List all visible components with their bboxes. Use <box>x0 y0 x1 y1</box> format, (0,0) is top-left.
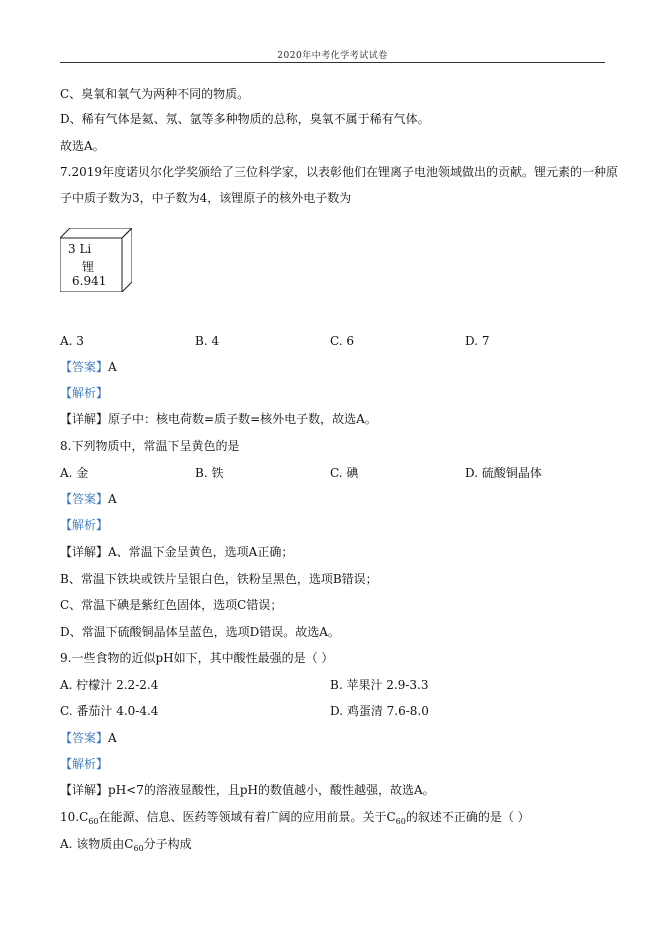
q8-analysis-tag: 【解析】 <box>60 518 109 532</box>
q6-option-d-explanation: D、稀有气体是氦、氖、氩等多种物质的总称，臭氧不属于稀有气体。 <box>60 112 430 126</box>
q9-option-d: D. 鸡蛋清 7.6-8.0 <box>330 704 429 718</box>
q10-stem-part: 的叙述不正确的是（ ） <box>405 810 530 824</box>
lithium-element-card <box>60 228 132 292</box>
element-number-symbol: 3 Li <box>68 242 92 256</box>
q6-conclusion: 故选A。 <box>60 139 105 153</box>
detail-tag: 【详解】 <box>60 412 109 426</box>
subscript: 60 <box>133 844 144 853</box>
q7-answer <box>60 360 117 374</box>
q8-detail-d: D、常温下硫酸铜晶体呈蓝色，选项D错误。故选A。 <box>60 625 340 639</box>
q8-stem: 8.下列物质中，常温下呈黄色的是 <box>60 439 240 453</box>
answer-value: A <box>108 360 117 374</box>
q9-option-a: A. 柠檬汁 2.2-2.4 <box>60 678 159 692</box>
q9-option-b: B. 苹果汁 2.9-3.3 <box>330 678 429 692</box>
detail-tag: 【详解】 <box>60 545 109 559</box>
q7-option-a: A. 3 <box>60 334 84 348</box>
element-name: 锂 <box>82 260 95 274</box>
q8-option-c: C. 碘 <box>330 466 359 480</box>
q7-stem-line1: 7.2019年度诺贝尔化学奖颁给了三位科学家，以表彰他们在锂离子电池领域做出的贡献。锂元素的一种原 <box>60 165 618 179</box>
q10-stem <box>60 810 530 826</box>
q10-stem-part: 在能源、信息、医药等领域有着广阔的应用前景。关于C <box>98 810 396 824</box>
q8-detail-c: C、常温下碘是紫红色固体，选项C错误； <box>60 598 283 612</box>
q8-detail-b: B、常温下铁块或铁片呈银白色，铁粉呈黑色，选项B错误； <box>60 572 378 586</box>
q8-answer <box>60 492 117 506</box>
q10-stem-part: 10.C <box>60 810 89 824</box>
q8-option-b: B. 铁 <box>195 466 224 480</box>
q7-analysis-tag: 【解析】 <box>60 386 109 400</box>
detail-text: 原子中：核电荷数=质子数=核外电子数，故选A。 <box>108 412 377 426</box>
answer-tag: 【答案】 <box>60 360 109 374</box>
answer-tag: 【答案】 <box>60 492 109 506</box>
answer-value: A <box>108 731 117 745</box>
q7-stem-line2: 子中质子数为3，中子数为4，该锂原子的核外电子数为 <box>60 191 352 205</box>
q9-detail <box>60 783 435 797</box>
q8-option-a: A. 金 <box>60 466 89 480</box>
element-mass: 6.941 <box>72 274 107 288</box>
q8-option-d: D. 硫酸铜晶体 <box>465 466 542 480</box>
header-title: 2020年中考化学考试试卷 <box>277 51 388 61</box>
q7-detail <box>60 412 377 426</box>
q7-option-b: B. 4 <box>195 334 220 348</box>
q6-option-c-explanation: C、臭氧和氧气为两种不同的物质。 <box>60 87 250 101</box>
answer-value: A <box>108 492 117 506</box>
subscript: 60 <box>88 817 99 826</box>
q9-answer <box>60 731 117 745</box>
subscript: 60 <box>395 817 406 826</box>
q9-analysis-tag: 【解析】 <box>60 757 109 771</box>
q10-option-a-part: 分子构成 <box>143 837 192 851</box>
detail-text: A、常温下金呈黄色，选项A正确； <box>108 545 294 559</box>
q10-option-a <box>60 837 192 853</box>
header-divider <box>60 62 605 63</box>
q7-option-d: D. 7 <box>465 334 490 348</box>
q7-option-c: C. 6 <box>330 334 355 348</box>
q8-detail <box>60 545 293 559</box>
detail-tag: 【详解】 <box>60 783 109 797</box>
q9-stem: 9.一些食物的近似pH如下，其中酸性最强的是（ ） <box>60 651 334 665</box>
detail-text: pH<7的溶液显酸性，且pH的数值越小，酸性越强，故选A。 <box>108 783 435 797</box>
q10-option-a-part: A. 该物质由C <box>60 837 134 851</box>
answer-tag: 【答案】 <box>60 731 109 745</box>
q9-option-c: C. 番茄汁 4.0-4.4 <box>60 704 159 718</box>
